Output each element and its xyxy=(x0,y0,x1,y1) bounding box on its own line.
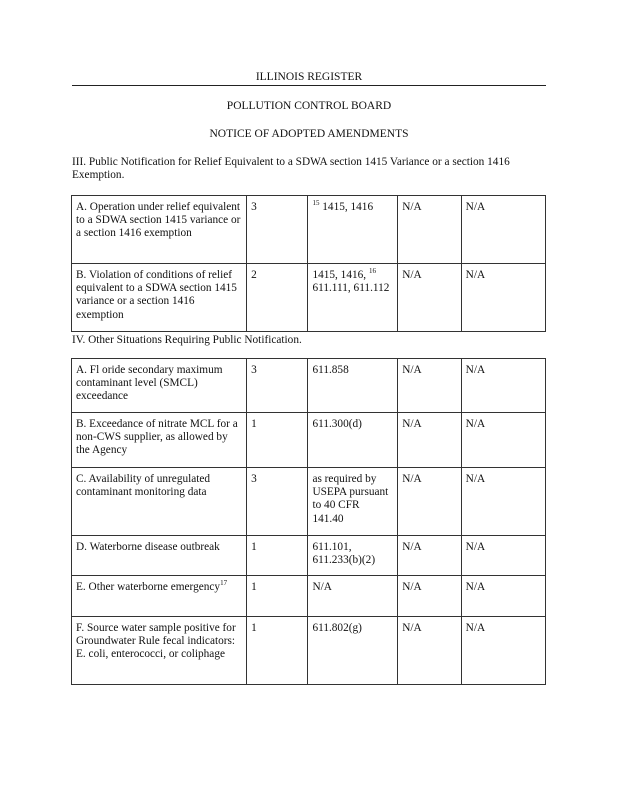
col5-cell: N/A xyxy=(461,359,545,413)
col4-cell: N/A xyxy=(398,264,461,332)
tier-cell: 1 xyxy=(247,413,308,468)
tier-cell: 3 xyxy=(247,359,308,413)
table-row xyxy=(72,413,546,468)
col5-cell: N/A xyxy=(461,196,545,264)
situation-cell: B. Exceedance of nitrate MCL for a non-CWS supplier, as allowed by the Agency xyxy=(72,413,247,468)
section-3-table xyxy=(71,195,546,332)
citation-cell: 611.858 xyxy=(308,359,398,413)
tier-cell: 3 xyxy=(247,196,308,264)
col5-cell: N/A xyxy=(461,264,545,332)
situation-cell: F. Source water sample positive for Groundwater Rule fecal indicators: E. coli, enterococci, or coliphage xyxy=(72,617,247,685)
tier-cell: 3 xyxy=(247,468,308,536)
col4-cell: N/A xyxy=(398,617,461,685)
citation-cell: 611.101, 611.233(b)(2) xyxy=(308,536,398,576)
footnote-marker: 17 xyxy=(220,579,228,588)
tier-cell: 2 xyxy=(247,264,308,332)
tier-cell: 1 xyxy=(247,576,308,617)
table-row xyxy=(72,617,546,685)
col4-cell: N/A xyxy=(398,468,461,536)
section-4-heading: IV. Other Situations Requiring Public Notification. xyxy=(72,334,302,346)
citation-cell: as required by USEPA pursuant to 40 CFR 141.40 xyxy=(308,468,398,536)
col4-cell: N/A xyxy=(398,359,461,413)
tier-cell: 1 xyxy=(247,536,308,576)
situation-cell xyxy=(72,576,247,617)
col5-cell: N/A xyxy=(461,617,545,685)
col5-cell: N/A xyxy=(461,536,545,576)
situation-cell: B. Violation of conditions of relief equivalent to a SDWA section 1415 variance or a section 1416 exemption xyxy=(72,264,247,332)
register-title: ILLINOIS REGISTER xyxy=(255,71,363,83)
situation-cell: C. Availability of unregulated contaminant monitoring data xyxy=(72,468,247,536)
footnote-marker: 16 xyxy=(368,267,376,276)
section-3-heading: III. Public Notification for Relief Equivalent to a SDWA section 1415 Variance or a section 1416 Exemption. xyxy=(72,156,510,182)
citation-cell xyxy=(308,196,398,264)
table-row xyxy=(72,576,546,617)
citation-cell: 611.300(d) xyxy=(308,413,398,468)
table-row xyxy=(72,196,546,264)
col4-cell: N/A xyxy=(398,413,461,468)
citation-text: 1415, 1416, xyxy=(312,269,367,281)
board-title: POLLUTION CONTROL BOARD xyxy=(226,100,392,112)
tier-cell: 1 xyxy=(247,617,308,685)
section-4-table xyxy=(71,358,546,685)
citation-text: 1415, 1416 xyxy=(322,201,374,213)
citation-cell: N/A xyxy=(308,576,398,617)
col5-cell: N/A xyxy=(461,576,545,617)
situation-cell: A. Fl oride secondary maximum contaminant level (SMCL) exceedance xyxy=(72,359,247,413)
table-row xyxy=(72,264,546,332)
table-row xyxy=(72,359,546,413)
situation-text: E. Other waterborne emergency xyxy=(76,581,221,593)
citation-extra: 611.111, 611.112 xyxy=(312,282,390,295)
situation-cell: A. Operation under relief equivalent to a SDWA section 1415 variance or a section 1416 exemption xyxy=(72,196,247,264)
table-row xyxy=(72,468,546,536)
col4-cell: N/A xyxy=(398,576,461,617)
col5-cell: N/A xyxy=(461,413,545,468)
col4-cell: N/A xyxy=(398,196,461,264)
table-row xyxy=(72,536,546,576)
header-rule xyxy=(72,85,546,86)
footnote-marker: 15 xyxy=(312,199,320,208)
col4-cell: N/A xyxy=(398,536,461,576)
citation-cell: 611.802(g) xyxy=(308,617,398,685)
notice-title: NOTICE OF ADOPTED AMENDMENTS xyxy=(209,128,409,140)
col5-cell: N/A xyxy=(461,468,545,536)
situation-cell: D. Waterborne disease outbreak xyxy=(72,536,247,576)
citation-cell xyxy=(308,264,398,332)
